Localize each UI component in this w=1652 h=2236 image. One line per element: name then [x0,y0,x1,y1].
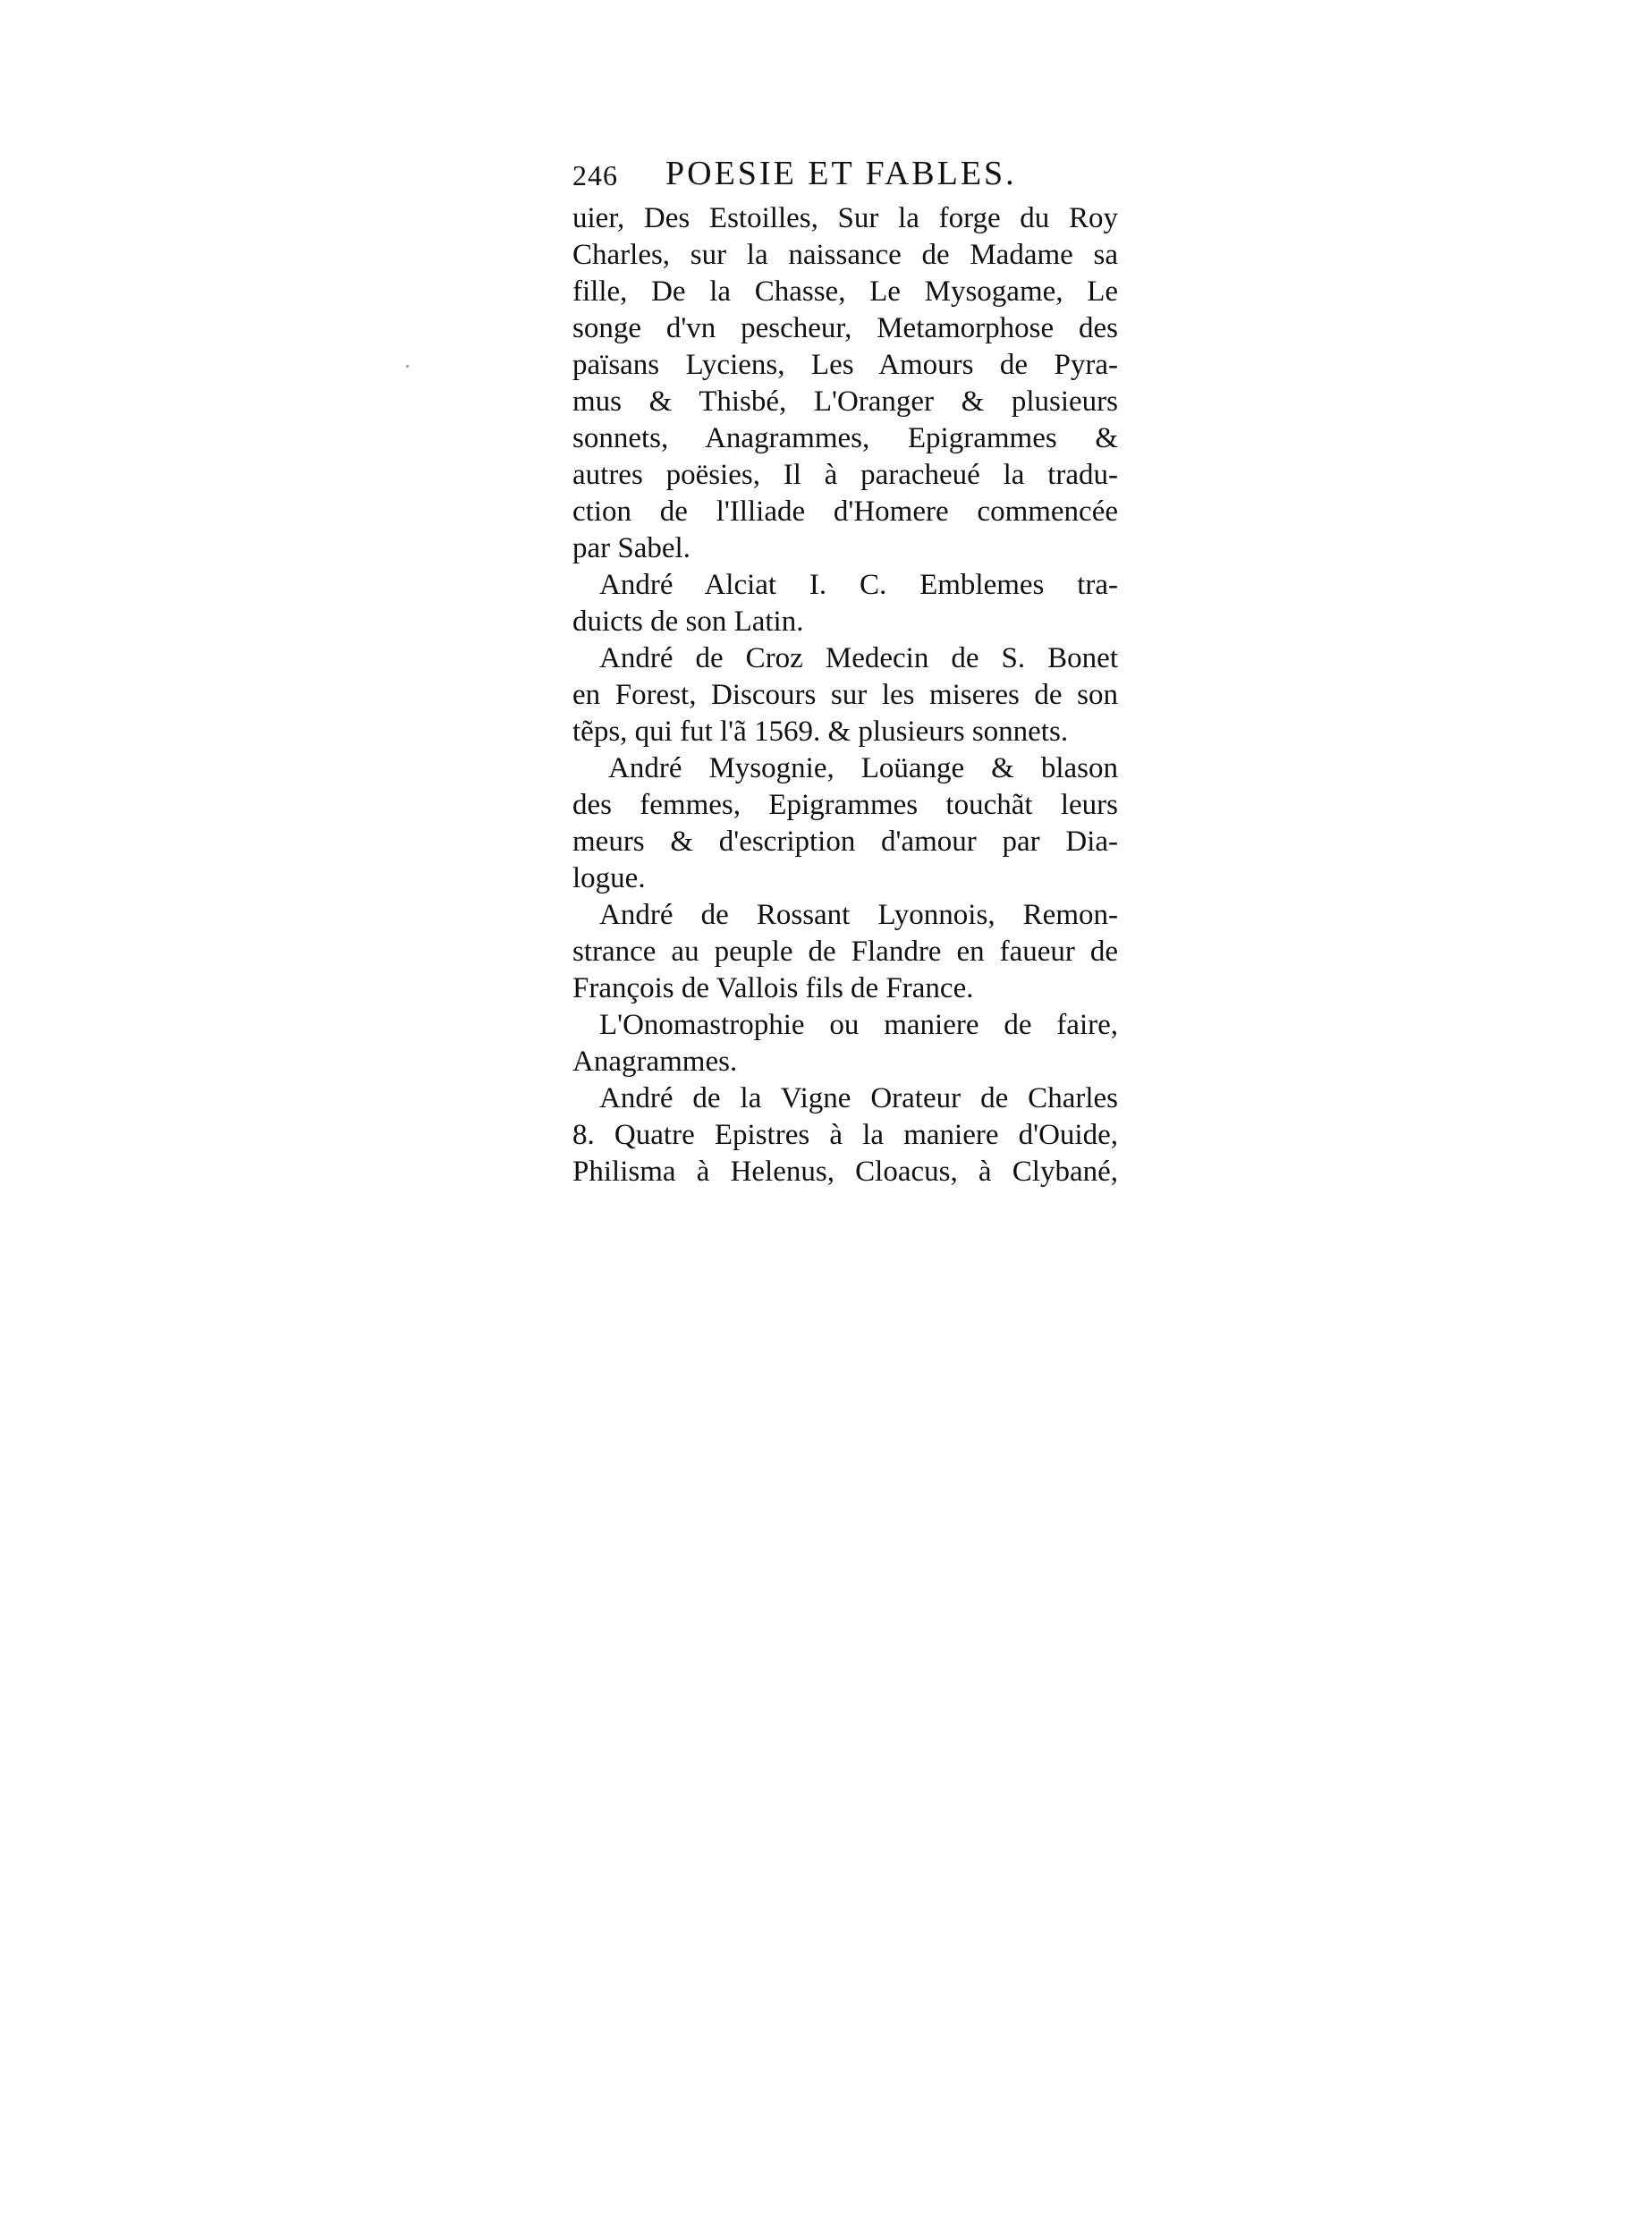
text-line: Philisma à Helenus, Cloacus, à Clybané, [572,1156,1118,1188]
text-line: païsans Lyciens, Les Amours de Pyra- [572,349,1118,381]
entry-first-line: André de Rossant Lyonnois, Remon- [599,899,1118,931]
text-line: strance au peuple de Flandre en faueur de [572,936,1118,968]
text-line: mus & Thisbé, L'Oranger & plusieurs [572,385,1118,418]
text-line: uier, Des Estoilles, Sur la forge du Roy [572,202,1118,234]
text-line: duicts de son Latin. [572,606,804,638]
text-line: sonnets, Anagrammes, Epigrammes & [572,422,1118,454]
running-title: POESIE ET FABLES. [665,155,1017,192]
page-number: 246 [572,159,618,191]
running-header [572,154,1118,200]
text-line: Charles, sur la naissance de Madame sa [572,239,1118,271]
paper-speck [406,365,409,368]
text-line: 8. Quatre Epistres à la maniere d'Ouide, [572,1119,1118,1151]
entry-first-line: André de Croz Medecin de S. Bonet [599,642,1118,674]
text-line: en Forest, Discours sur les miseres de son [572,679,1118,711]
entry-first-line: André Alciat I. C. Emblemes tra- [599,569,1118,601]
text-line: tẽps, qui fut l'ã 1569. & plusieurs sonnets. [572,716,1069,748]
text-line: autres poësies, Il à paracheué la tradu- [572,459,1118,491]
text-line: ction de l'Illiade d'Homere commencée [572,495,1118,528]
text-line: songe d'vn pescheur, Metamorphose des [572,312,1118,344]
text-line: François de Vallois fils de France. [572,972,974,1004]
text-block [572,154,1118,1190]
text-line: fille, De la Chasse, Le Mysogame, Le [572,275,1118,308]
entry-first-line: André de la Vigne Orateur de Charles [599,1082,1118,1114]
text-line: meurs & d'escription d'amour par Dia- [572,826,1118,858]
text-line: Anagrammes. [572,1046,738,1078]
text-line: des femmes, Epigrammes touchãt leurs [572,789,1118,821]
entry-first-line: L'Onomastrophie ou maniere de faire, [599,1009,1118,1041]
entry-first-line: André Mysognie, Loüange & blason [608,752,1118,784]
text-line: logue. [572,862,646,894]
text-line: par Sabel. [572,532,690,564]
